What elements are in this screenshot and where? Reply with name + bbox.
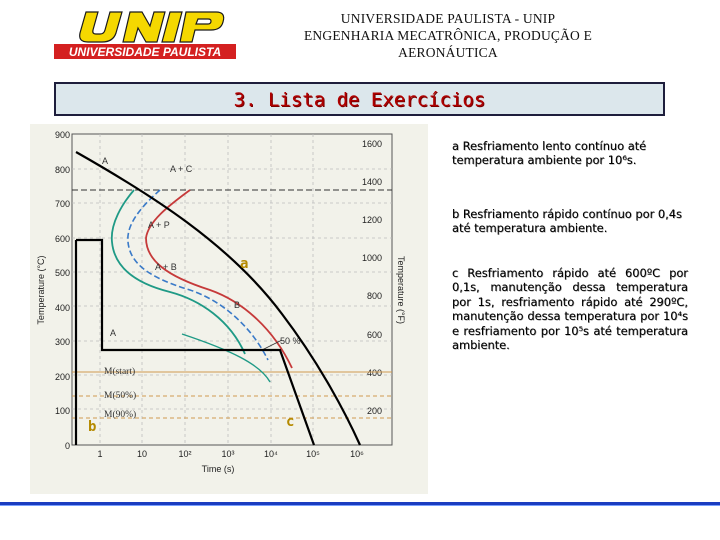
path-a-line [76,152,360,445]
marker-a: a [240,256,249,272]
region-b: B [234,300,241,310]
m50-label: M(50%) [104,391,137,401]
marker-b: b [88,419,97,435]
x-tick-1000000: 10⁶ [350,449,364,459]
y2-tick-800: 800 [366,291,382,301]
ttt-diagram [30,124,428,494]
x-axis-label: Time (s) [201,464,235,474]
exercise-a: a Resfriamento lento contínuo até temperatura ambiente por 10⁶s. [452,139,647,168]
m90-label: M(90%) [104,410,137,420]
x-tick-10: 10 [136,449,148,459]
y-tick-600: 600 [54,234,70,244]
y-tick-400: 400 [54,303,70,313]
region-a-plus-c: A + C [170,164,193,174]
y2-tick-1400: 1400 [361,177,382,187]
curve-start-teal [112,190,245,354]
y-tick-200: 200 [54,372,70,382]
exercise-c: c Resfriamento rápido até 600ºC por 0,1s, manutenção dessa temperatura por 1s, resfriamento rápido até 290ºC, manutenção dessa temperatura por 10⁴s e resfriamento por 10⁵s até temperatura ambiente. [452,266,688,353]
region-a-top: A [102,156,109,166]
y2-tick-400: 400 [366,368,382,378]
y-tick-300: 300 [54,337,70,347]
region-a-plus-p: A + P [148,220,170,230]
y-tick-500: 500 [54,268,70,278]
y2-tick-1000: 1000 [361,253,382,263]
header-line-1: UNIVERSIDADE PAULISTA - UNIP [340,11,556,26]
x-tick-100: 10² [178,449,192,459]
y2-axis-label: Temperature (°F) [396,255,406,325]
header-line-3: AERONÁUTICA [398,45,498,60]
m-start-label: M(start) [104,367,136,377]
percent-label: 50 % [280,336,301,346]
page-title: 3. Lista de Exercícios [233,89,486,111]
y2-tick-1600: 1600 [361,139,382,149]
unip-logo [46,8,240,60]
y2-tick-600: 600 [366,330,382,340]
title-box [54,82,665,116]
region-a-plus-b: A + B [155,262,177,272]
logo-subtitle: UNIVERSIDADE PAULISTA [68,45,222,59]
x-tick-1000: 10³ [221,449,235,459]
x-tick-1: 1 [97,449,103,459]
exercise-b: b Resfriamento rápido contínuo por 0,4s até temperatura ambiente. [452,207,682,236]
x-tick-10000: 10⁴ [264,449,278,459]
header-line-2: ENGENHARIA MECATRÔNICA, PRODUÇÃO E [303,28,593,43]
y2-tick-200: 200 [366,406,382,416]
y2-tick-1200: 1200 [361,215,382,225]
y-axis-label: Temperature (°C) [36,255,46,325]
y-tick-0: 0 [64,441,70,451]
y-tick-700: 700 [54,199,70,209]
region-a-bottom: A [110,328,117,338]
footer-rule-light [0,505,720,506]
y-tick-800: 800 [54,165,70,175]
y-tick-100: 100 [54,406,70,416]
ttt-diagram-svg [30,124,428,494]
curve-bainite-teal-right [182,334,270,382]
y-tick-900: 900 [54,130,70,140]
institution-header [262,10,634,61]
x-tick-100000: 10⁵ [306,449,320,459]
marker-c: c [286,414,295,430]
